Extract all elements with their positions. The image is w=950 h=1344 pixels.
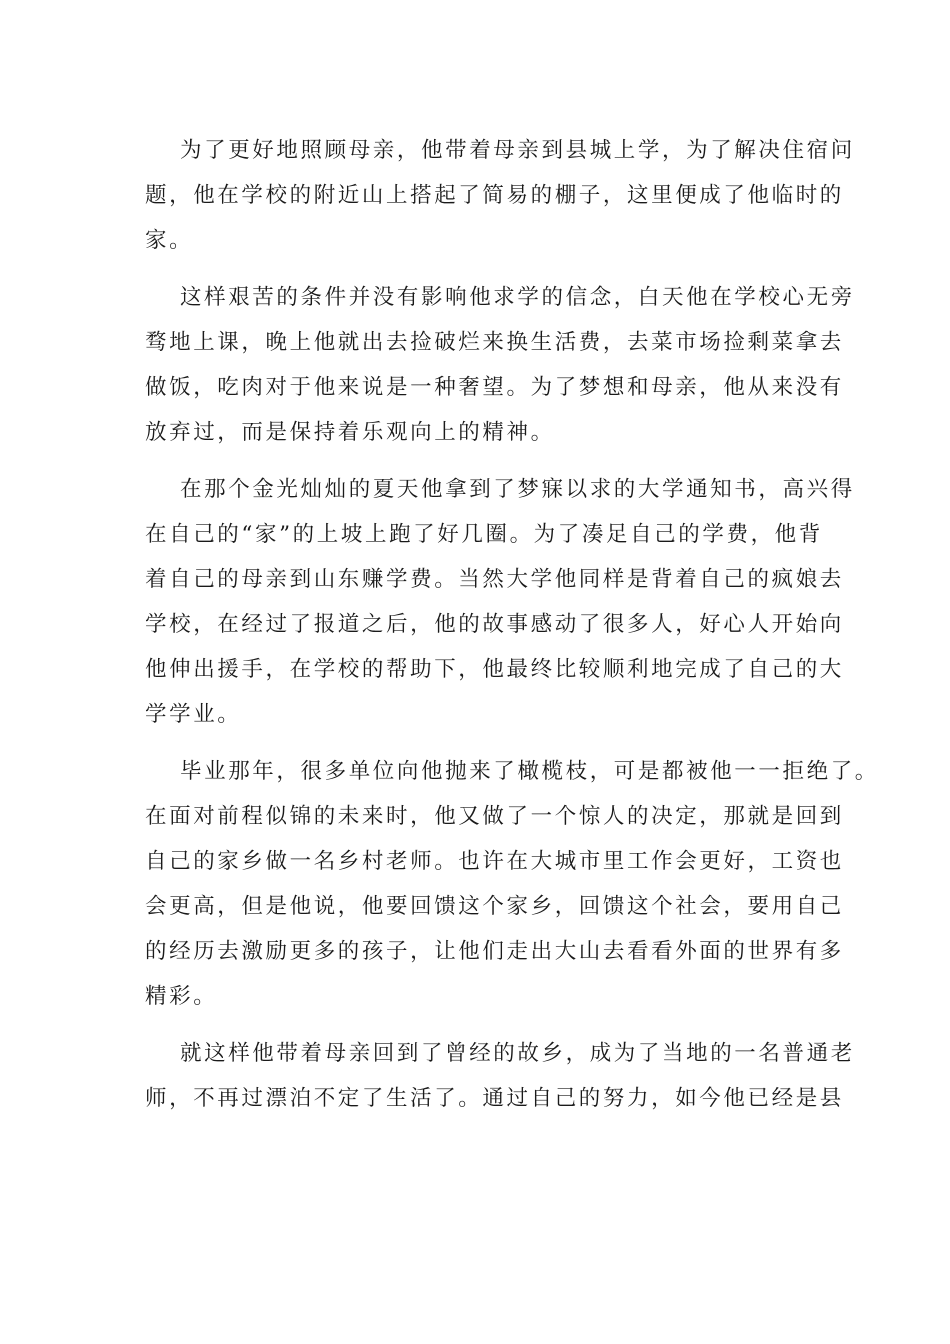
paragraph-5: [145, 1031, 855, 1121]
text-line: 放弃过，而是保持着乐观向上的精神。: [145, 420, 555, 445]
text-line: 自己的家乡做一名乡村老师。也许在大城市里工作会更好，工资也: [145, 849, 844, 874]
text-line: 就这样他带着母亲回到了曾经的故乡，成为了当地的一名普通老: [180, 1041, 855, 1066]
text-line: 这样艰苦的条件并没有影响他求学的信念，白天他在学校心无旁: [180, 285, 855, 310]
text-line: 骛地上课，晚上他就出去捡破烂来换生活费，去菜市场捡剩菜拿去: [145, 330, 844, 355]
paragraph-4: [145, 749, 879, 1019]
paragraph-1: [145, 128, 855, 263]
text-line: 他伸出援手，在学校的帮助下，他最终比较顺利地完成了自己的大: [145, 657, 844, 682]
text-line: 题，他在学校的附近山上搭起了简易的棚子，这里便成了他临时的: [145, 183, 844, 208]
text-line: 在面对前程似锦的未来时，他又做了一个惊人的决定，那就是回到: [145, 804, 844, 829]
text-line: 师，不再过漂泊不定了生活了。通过自己的努力，如今他已经是县: [145, 1086, 844, 1111]
text-line: 家。: [145, 228, 194, 253]
text-line: 学学业。: [145, 702, 242, 727]
paragraph-2: [145, 275, 855, 455]
document-body: [145, 128, 879, 1133]
text-line: 毕业那年，很多单位向他抛来了橄榄枝，可是都被他一一拒绝了。: [180, 759, 879, 784]
text-line: 的经历去激励更多的孩子，让他们走出大山去看看外面的世界有多: [145, 939, 844, 964]
text-line: 在自己的“家”的上坡上跑了好几圈。为了凑足自己的学费，他背: [145, 522, 823, 547]
paragraph-3: [145, 467, 855, 737]
text-line: 会更高，但是他说，他要回馈这个家乡，回馈这个社会，要用自己: [145, 894, 844, 919]
text-line: 精彩。: [145, 984, 218, 1009]
text-line: 做饭，吃肉对于他来说是一种奢望。为了梦想和母亲，他从来没有: [145, 375, 844, 400]
text-line: 着自己的母亲到山东赚学费。当然大学他同样是背着自己的疯娘去: [145, 567, 844, 592]
text-line: 在那个金光灿灿的夏天他拿到了梦寐以求的大学通知书，高兴得: [180, 477, 855, 502]
text-line: 为了更好地照顾母亲，他带着母亲到县城上学，为了解决住宿问: [180, 138, 855, 163]
text-line: 学校，在经过了报道之后，他的故事感动了很多人，好心人开始向: [145, 612, 844, 637]
